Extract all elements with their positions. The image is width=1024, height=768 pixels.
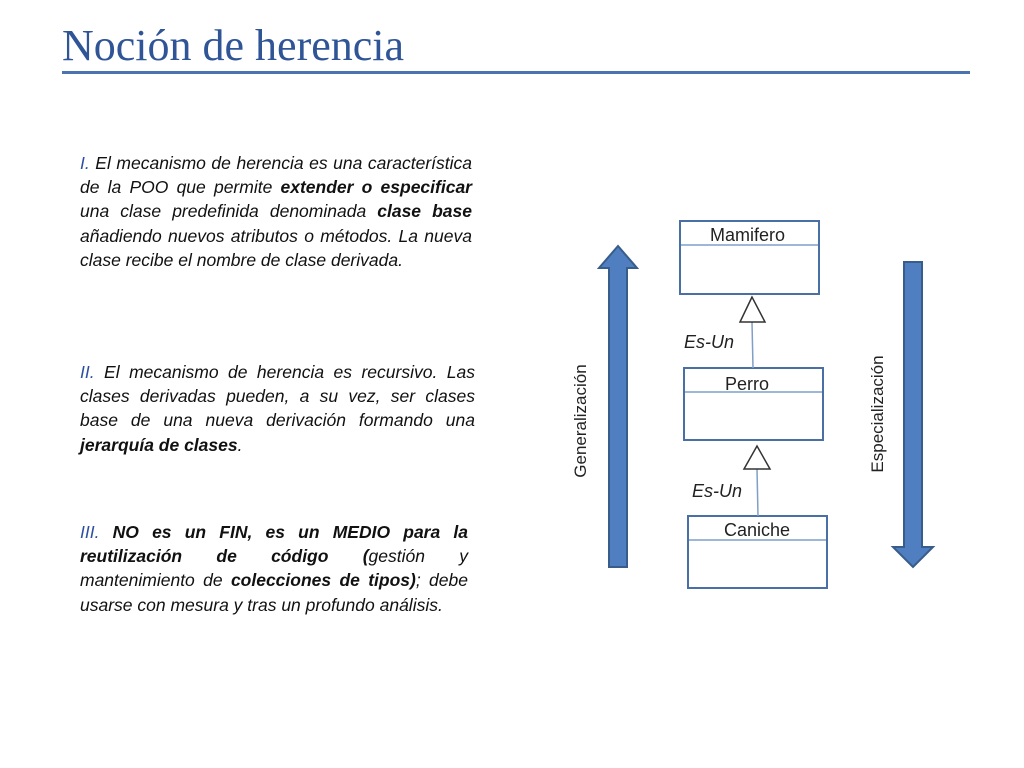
slide-title: Noción de herencia <box>62 21 405 70</box>
paragraph-3-bold-b: colecciones de tipos) <box>230 570 416 591</box>
paragraph-2-number: II. <box>80 362 95 382</box>
paragraph-1-number: I. <box>80 153 90 173</box>
paragraph-1-bold-b: clase base <box>377 201 472 222</box>
paragraph-3-text-a: gestión y mantenimiento de <box>80 546 469 591</box>
paragraph-2-text-b: . <box>237 434 243 455</box>
inheritance-triangle-2 <box>744 446 770 469</box>
class-name-caniche: Caniche <box>724 520 791 540</box>
relation-label-1: Es-Un <box>684 332 735 352</box>
inheritance-triangle-1 <box>740 297 765 322</box>
class-name-perro: Perro <box>725 374 770 394</box>
paragraph-3-text-b: ; debe usarse con mesura y tras un profundo análisis. <box>80 570 468 615</box>
specialization-label: Especialización <box>868 355 887 473</box>
paragraph-1-text-c: añadiendo nuevos atributos o métodos. La nueva clase recibe el nombre de clase derivada. <box>80 225 472 270</box>
generalization-label: Generalización <box>571 364 590 478</box>
paragraph-3-bold-a: NO es un FIN, es un MEDIO para la reutilización de código ( <box>80 522 468 567</box>
connector-caniche-perro <box>757 469 758 516</box>
paragraph-1-text-b: una clase predefinida denominada <box>80 201 378 222</box>
class-name-mamifero: Mamifero <box>710 225 786 245</box>
paragraph-2-bold-a: jerarquía de clases <box>80 434 238 455</box>
paragraph-2-text-a: El mecanismo de herencia es recursivo. Las clases derivadas pueden, a su vez, ser clases base de una nueva derivación formando una <box>80 362 475 431</box>
specialization-arrow <box>893 262 933 567</box>
paragraph-1-text-a: El mecanismo de herencia es una característica de la POO que permite <box>80 153 472 198</box>
paragraph-3-number: III. <box>80 522 100 542</box>
connector-perro-mamifero <box>752 322 753 368</box>
relation-label-2: Es-Un <box>692 481 743 501</box>
generalization-arrow <box>599 246 637 567</box>
paragraph-1-bold-a: extender o especificar <box>280 177 472 198</box>
